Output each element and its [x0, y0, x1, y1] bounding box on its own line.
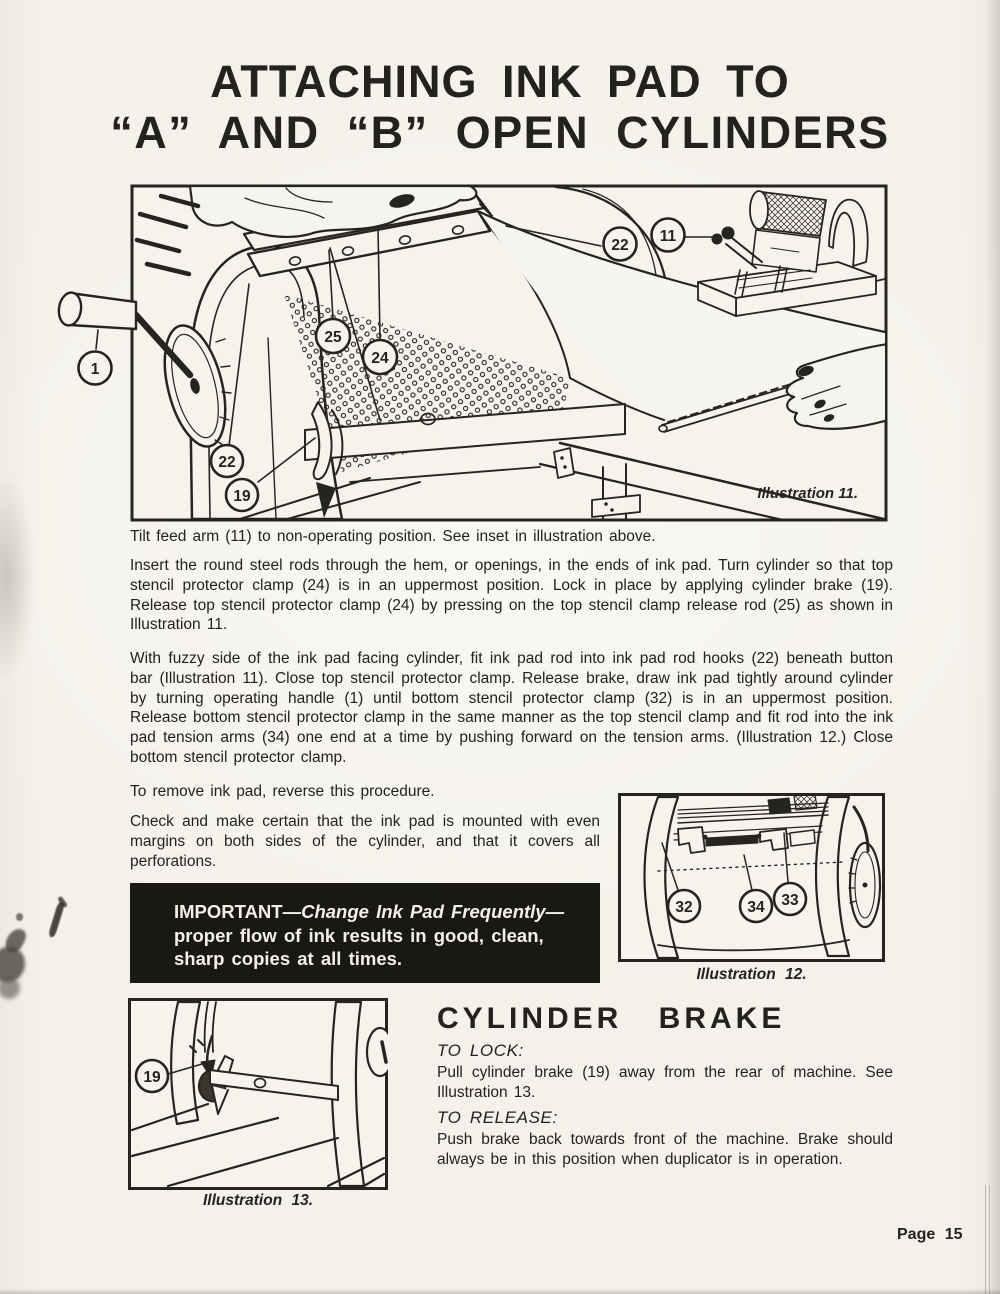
callout-1: 1 — [90, 361, 100, 378]
illustration-12-caption: Illustration 12. — [696, 966, 807, 983]
callout-32: 32 — [675, 899, 693, 916]
page-number: Page 15 — [897, 1226, 963, 1243]
important-lead: IMPORTANT — [174, 901, 283, 922]
page-title — [0, 56, 1000, 158]
callout-19b: 19 — [143, 1069, 161, 1086]
ink-blot — [16, 913, 23, 921]
illustration-12-figure — [618, 793, 885, 962]
illustration-11-caption: Illustration 11. — [757, 485, 858, 502]
important-rest: proper flow of ink results in good, clean, sharp copies at all times. — [174, 924, 544, 969]
callout-24: 24 — [371, 350, 389, 367]
callout-22-top: 22 — [611, 237, 629, 254]
page-title-line-2: “A” AND “B” OPEN CYLINDERS — [110, 107, 890, 158]
callout-33: 33 — [781, 892, 799, 909]
to-release-label: TO RELEASE: — [437, 1108, 558, 1127]
to-release-text: Push brake back towards front of the machine. Brake should always be in this position when duplicator is in operation. — [437, 1131, 893, 1168]
ink-blot — [0, 977, 20, 999]
callout-25: 25 — [324, 329, 342, 346]
important-notice — [130, 883, 600, 983]
page-title-line-1: ATTACHING INK PAD TO — [210, 56, 790, 107]
paragraph-remove-pad: To remove ink pad, reverse this procedure. — [130, 783, 435, 800]
operating-handle-drawing — [57, 291, 136, 349]
paragraph-fuzzy-side: With fuzzy side of the ink pad facing cylinder, fit ink pad rod into ink pad rod hooks (22) beneath button bar (Illustration 11). Close top stencil protector clamp. Release brake, draw ink pad tightly around cylinder by turning operating handle (1) until bottom stencil protector clamp (32) is in an uppermost position. Release bottom stencil protector clamp in the same manner as the top stencil clamp and fit rod into the ink pad tension arms (34) one end at a time by pushing forward on the tension arms. (Illustration 12.) Close bottom stencil protector clamp. — [130, 650, 893, 766]
page-bottom-shadow — [0, 1289, 1000, 1294]
page-edge-shadow — [986, 0, 1000, 1294]
paragraph-tilt-feed-arm: Tilt feed arm (11) to non-operating position. See inset in illustration above. — [130, 528, 656, 545]
important-italic: —Change Ink Pad Frequently— — [282, 901, 565, 922]
callout-34: 34 — [747, 899, 765, 916]
scan-smudge — [0, 470, 36, 685]
cylinder-brake-heading: CYLINDER BRAKE — [437, 1002, 786, 1035]
to-lock-text: Pull cylinder brake (19) away from the rear of machine. See Illustration 13. — [437, 1064, 893, 1101]
callout-22-left: 22 — [218, 454, 236, 471]
illustration-13-figure — [128, 998, 388, 1190]
to-lock-label: TO LOCK: — [437, 1041, 524, 1060]
paragraph-check-margins: Check and make certain that the ink pad is mounted with even margins on both sides of the cylinder, and that it covers all perforations. — [130, 813, 600, 870]
page-edge-lines — [983, 1185, 991, 1294]
callout-19: 19 — [233, 488, 251, 505]
illustration-13-callouts — [136, 1060, 168, 1092]
callout-11: 11 — [659, 228, 677, 245]
illustration-13-caption: Illustration 13. — [202, 1192, 314, 1209]
paragraph-insert-rods: Insert the round steel rods through the hem, or openings, in the ends of ink pad. Turn cylinder so that top stencil protector clamp (24) is in an uppermost position. Lock in place by applying cylinder brake (19). Release top stencil protector clamp (24) by pressing on the top stencil clamp release rod (25) as shown in Illustration 11. — [130, 557, 893, 634]
illustration-11-figure — [40, 182, 890, 524]
